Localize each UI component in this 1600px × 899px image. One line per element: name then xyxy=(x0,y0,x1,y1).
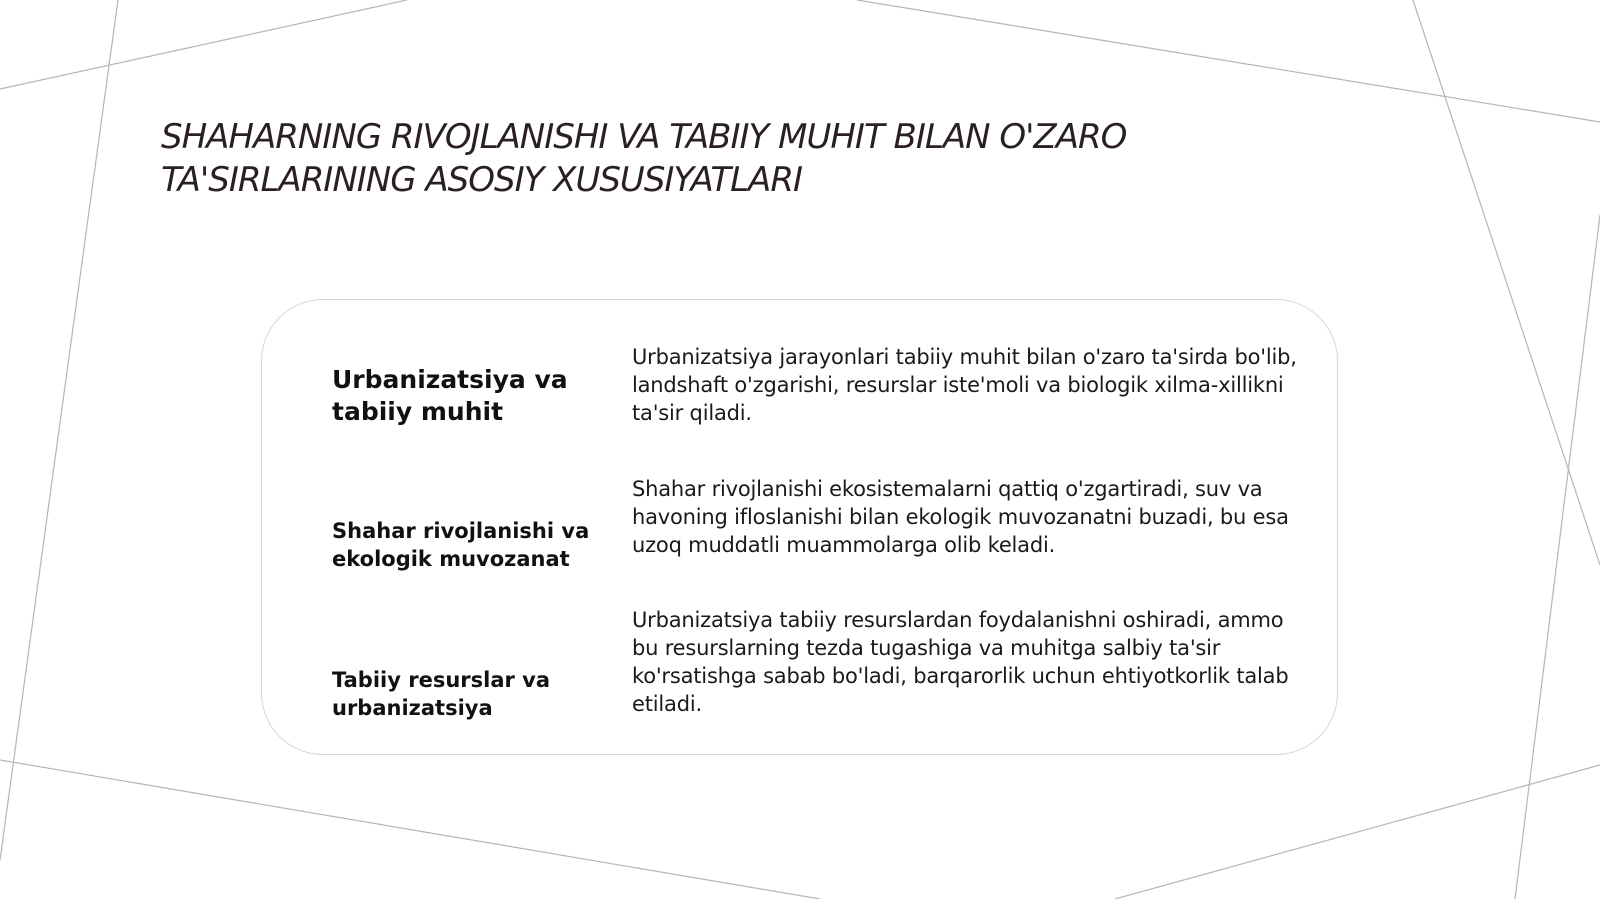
content-card xyxy=(261,299,1338,755)
bg-line xyxy=(0,0,118,860)
bg-line xyxy=(0,0,407,89)
item-heading: Urbanizatsiya va tabiiy muhit xyxy=(332,365,568,426)
bg-line xyxy=(857,0,1600,122)
slide-title: SHAHARNING RIVOJLANISHI VA TABIIY MUHIT BILAN O'ZARO TA'SIRLARINING ASOSIY XUSUSIYATLARI xyxy=(161,117,1127,200)
item-heading: Shahar rivojlanishi va ekologik muvozanat xyxy=(332,519,590,571)
item-heading: Tabiiy resurslar va urbanizatsiya xyxy=(332,668,551,720)
bg-line xyxy=(0,760,820,899)
item-description: Urbanizatsiya tabiiy resurslardan foydalanishni oshiradi, ammo bu resurslarning tezda tugashiga va muhitga salbiy ta'sir ko'rsatishga sabab bo'ladi, barqarorlik uchun ehtiyotkorlik talab etiladi. xyxy=(632,608,1289,716)
bg-line xyxy=(1413,0,1600,565)
bg-line xyxy=(1515,215,1600,899)
item-description: Urbanizatsiya jarayonlari tabiiy muhit bilan o'zaro ta'sirda bo'lib, landshaft o'zgarishi, resurslar iste'moli va biologik xilma-xillikni ta'sir qiladi. xyxy=(632,345,1297,425)
bg-line xyxy=(1115,765,1600,899)
item-description: Shahar rivojlanishi ekosistemalarni qattiq o'zgartiradi, suv va havoning ifloslanishi bilan ekologik muvozanatni buzadi, bu esa uzoq muddatli muammolarga olib keladi. xyxy=(632,477,1289,557)
